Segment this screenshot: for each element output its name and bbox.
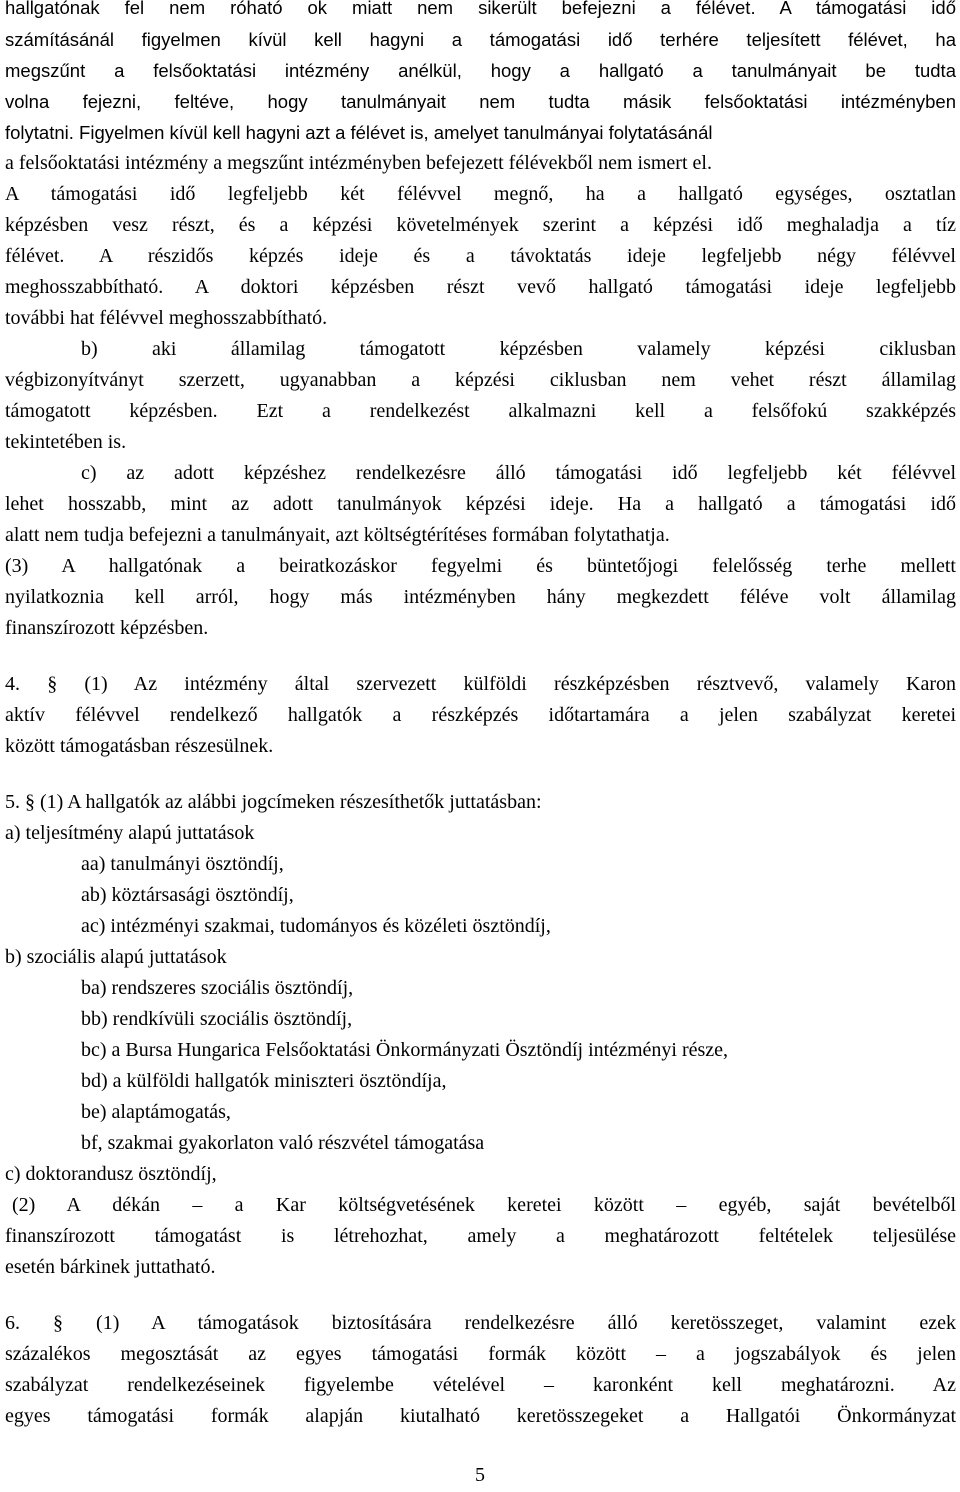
text-line: számításánál figyelmen kívül kell hagyni a támogatási idő terhére teljesített félévet, ha: [5, 29, 956, 50]
list-item: a) teljesítmény alapú juttatások: [5, 822, 255, 844]
text-line: százalékos megosztását az egyes támogatási formák között – a jogszabályok és jelen: [5, 1343, 956, 1365]
text-line: b) aki államilag támogatott képzésben valamely képzési ciklusban: [81, 338, 956, 360]
text-line: meghosszabbítható. A doktori képzésben részt vevő hallgató támogatási ideje legfeljebb: [5, 276, 956, 298]
text-line: volna fejezni, feltéve, hogy tanulmányait nem tudta másik felsőoktatási intézményben: [5, 91, 956, 112]
text-line: hallgatónak fel nem róható ok miatt nem sikerült befejezni a félévet. A támogatási idő: [5, 0, 956, 18]
text-line: tekintetében is.: [5, 431, 127, 453]
text-line: között támogatásban részesülnek.: [5, 735, 274, 757]
section-heading-line: 5. § (1) A hallgatók az alábbi jogcímeken részesíthetők juttatásban:: [5, 791, 542, 813]
text-line: szabályzat rendelkezéseinek figyelembe vételével – karonként kell meghatározni. Az: [5, 1374, 956, 1396]
text-line: A támogatási idő legfeljebb két félévvel megnő, ha a hallgató egységes, osztatlan: [5, 183, 956, 205]
text-line: [5, 117, 956, 148]
text-line: támogatott képzésben. Ezt a rendelkezést alkalmazni kell a felsőfokú szakképzés: [5, 400, 956, 422]
text-line: finanszírozott támogatást is létrehozhat, amely a meghatározott feltételek teljesülése: [5, 1225, 956, 1247]
text-line: aktív félévvel rendelkező hallgatók a részképzés időtartamára a jelen szabályzat keretei: [5, 704, 956, 726]
list-subitem: ba) rendszeres szociális ösztöndíj,: [81, 977, 354, 999]
text-line: (3) A hallgatónak a beiratkozáskor fegyelmi és büntetőjogi felelősség terhe mellett: [5, 555, 956, 577]
list-subitem: bb) rendkívüli szociális ösztöndíj,: [81, 1008, 353, 1030]
list-item: c) doktorandusz ösztöndíj,: [5, 1163, 217, 1185]
list-item: b) szociális alapú juttatások: [5, 946, 227, 968]
text-line: nyilatkoznia kell arról, hogy más intézményben hány megkezdett féléve volt államilag: [5, 586, 956, 608]
text-line: képzésben vesz részt, és a képzési követelmények szerint a képzési idő meghaladja a tíz: [5, 214, 956, 236]
text-line: a felsőoktatási intézmény a megszűnt intézményben befejezett félévekből nem ismert el.: [5, 152, 712, 174]
list-subitem: bf, szakmai gyakorlaton való részvétel támogatása: [81, 1132, 485, 1154]
text-line: félévet. A részidős képzés ideje és a távoktatás ideje legfeljebb négy félévvel: [5, 245, 956, 267]
section-heading-line: 4. § (1) Az intézmény által szervezett külföldi részképzésben résztvevő, valamely Karon: [5, 673, 956, 695]
list-subitem: ab) köztársasági ösztöndíj,: [81, 884, 294, 906]
list-subitem: bc) a Bursa Hungarica Felsőoktatási Önkormányzati Ösztöndíj intézményi része,: [81, 1039, 729, 1061]
text-line: esetén bárkinek juttatható.: [5, 1256, 216, 1278]
text-line: megszűnt a felsőoktatási intézmény anélkül, hogy a hallgató a tanulmányait be tudta: [5, 60, 956, 81]
list-subitem: bd) a külföldi hallgatók miniszteri ösztöndíja,: [81, 1070, 447, 1092]
text-line: végbizonyítványt szerzett, ugyanabban a képzési ciklusban nem vehet részt államilag: [5, 369, 956, 391]
text-line: (2) A dékán – a Kar költségvetésének keretei között – egyéb, saját bevételből: [12, 1194, 956, 1216]
list-subitem: aa) tanulmányi ösztöndíj,: [81, 853, 284, 875]
section-heading-line: 6. § (1) A támogatások biztosítására rendelkezésre álló keretösszeget, valamint ezek: [5, 1312, 956, 1334]
page-number: 5: [475, 1464, 485, 1486]
list-subitem: ac) intézményi szakmai, tudományos és közéleti ösztöndíj,: [81, 915, 551, 937]
text-line: c) az adott képzéshez rendelkezésre álló támogatási idő legfeljebb két félévvel: [81, 462, 956, 484]
text-line: lehet hosszabb, mint az adott tanulmányok képzési ideje. Ha a hallgató a támogatási idő: [5, 493, 956, 515]
text-line: további hat félévvel meghosszabbítható.: [5, 307, 328, 329]
text-line: finanszírozott képzésben.: [5, 617, 209, 639]
text-line: egyes támogatási formák alapján kiutalható keretösszegeket a Hallgatói Önkormányzat: [5, 1405, 956, 1427]
text-fragment: folytatni. Figyelmen kívül kell hagyni azt a félévet is, amelyet tanulmányai folytatásánál: [5, 122, 713, 143]
text-line: alatt nem tudja befejezni a tanulmányait, azt költségtérítéses formában folytathatja.: [5, 524, 670, 546]
list-subitem: be) alaptámogatás,: [81, 1101, 231, 1123]
